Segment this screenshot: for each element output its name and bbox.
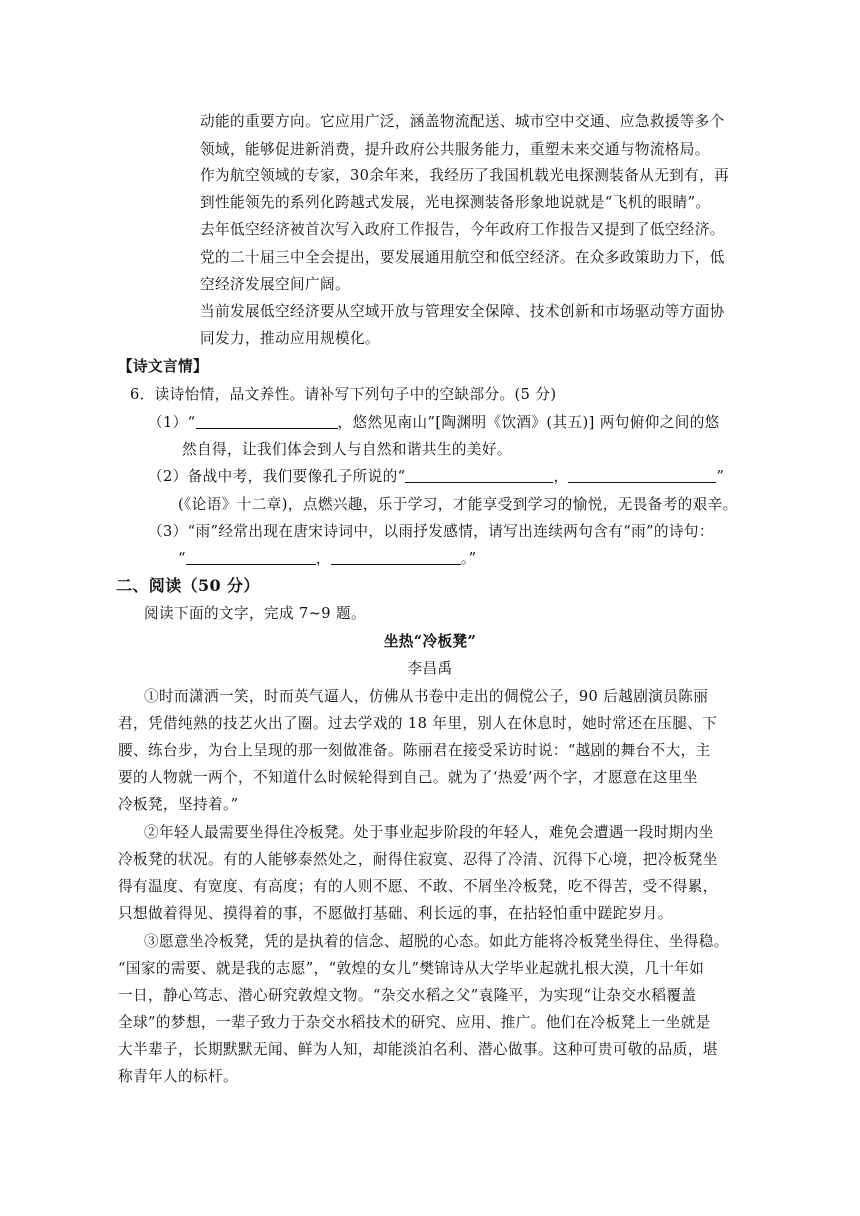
question-6-item-3-blanks [178,549,476,569]
body-line: 领域，能够促进新消费，提升政府公共服务能力，重塑未来交通与物流格局。 [200,141,710,158]
paragraph-line: ①时而潇洒一笑，时而英气逼人，仿佛从书卷中走出的倜傥公子，90 后越剧演员陈丽 [144,688,709,705]
reading-instruction: 阅读下面的文字，完成 7~9 题。 [144,605,367,622]
section-heading: 二、阅读（50 分） [116,576,260,595]
answer-blank[interactable] [405,467,553,483]
paragraph-line: ②年轻人最需要坐得住冷板凳。处于事业起步阶段的年轻人，难免会遭遇一段时期内坐 [144,824,714,841]
body-line: 同发力，推动应用规模化。 [200,330,380,347]
answer-blank[interactable] [568,467,716,483]
paragraph-line: ③愿意坐冷板凳，凭的是执着的信念、超脱的心态。如此方能将冷板凳坐得住、坐得稳。 [144,933,729,950]
item-text: “ [178,550,186,567]
item-prefix: （2）备战中考，我们要像孔子所说的“ [148,468,406,485]
body-line: 作为航空领域的专家，30余年来，我经历了我国机载光电探测装备从无到有，再 [200,167,730,184]
paragraph-line: 一日，静心笃志、潜心研究敦煌文物。“杂交水稻之父”袁隆平，为实现“让杂交水稻覆盖 [118,987,697,1004]
answer-blank[interactable] [331,549,461,565]
article-title: 坐热“冷板凳” [383,633,477,650]
body-line: 到性能领先的系列化跨越式发展，光电探测装备形象地说就是“飞机的眼睛”。 [200,194,711,211]
paragraph-line: 称青年人的标杆。 [118,1068,238,1085]
question-6-item-1-cont: 然自得，让我们体会到人与自然和谐共生的美好。 [182,441,512,458]
item-prefix: （1）“ [148,414,196,431]
paragraph-line: 冷板凳，坚持着。” [118,796,239,813]
body-line: 去年低空经济被首次写入政府工作报告，今年政府工作报告又提到了低空经济。 [200,221,725,238]
body-line: 空经济发展空间广阔。 [200,276,350,293]
question-6: 6．读诗怡情，品文养性。请补写下列句子中的空缺部分。(5 分) [130,386,557,403]
question-6-item-2-cont: (《论语》十二章)，点燃兴趣，乐于学习，才能享受到学习的愉悦，无畏备考的艰辛。 [178,496,738,513]
item-text: ” [716,468,725,485]
question-6-item-1 [148,413,720,433]
paragraph-line: 只想做着得见、摸得着的事，不愿做打基础、利长远的事，在拈轻怕重中蹉跎岁月。 [118,905,673,922]
body-line: 当前发展低空经济要从空域开放与管理安全保障、技术创新和市场驱动等方面协 [200,303,725,320]
answer-blank[interactable] [186,549,316,565]
item-text: ，悠然见南山”[陶渊明《饮酒》(其五)] 两句俯仰之间的悠 [337,414,720,431]
paragraph-line: 得有温度、有宽度、有高度；有的人则不愿、不敢、不屑坐冷板凳，吃不得苦，受不得累， [118,878,718,895]
paragraph-line: 全球”的梦想，一辈子致力于杂交水稻技术的研究、应用、推广。他们在冷板凳上一坐就是 [118,1014,711,1031]
body-line: 党的二十届三中全会提出，要发展通用航空和低空经济。在众多政策助力下，低 [200,249,725,266]
paragraph-line: 大半辈子，长期默默无闻、鲜为人知，却能淡泊名利、潜心做事。这种可贵可敬的品质，堪 [118,1041,718,1058]
item-text: ， [315,550,331,567]
paragraph-line: “国家的需要、就是我的志愿”，“敦煌的女儿”樊锦诗从大学毕业起就扎根大漠，几十年如 [118,960,705,977]
paragraph-line: 要的人物就一两个，不知道什么时候轮得到自己。就为了‘热爱’两个字，才愿意在这里坐 [118,769,698,786]
question-6-item-3: （3）“雨”经常出现在唐宋诗词中，以雨抒发感情，请写出连续两句含有“雨”的诗句： [148,523,714,540]
article-author: 李昌禹 [407,660,453,677]
paragraph-line: 君，凭借纯熟的技艺火出了圈。过去学戏的 18 年里，别人在休息时，她时常还在压腿、下 [118,715,718,732]
paragraph-line: 腰、练台步，为台上呈现的那一刻做准备。陈丽君在接受采访时说：“越剧的舞台不大，主 [118,742,711,759]
answer-blank[interactable] [196,413,338,429]
section-heading: 【诗文言情】 [118,358,208,375]
paragraph-line: 冷板凳的状况。有的人能够泰然处之，耐得住寂寞、忍得了冷清、沉得下心境，把冷板凳坐 [118,851,718,868]
question-6-item-2 [148,467,724,487]
body-line: 动能的重要方向。它应用广泛，涵盖物流配送、城市空中交通、应急救援等多个 [200,113,725,130]
item-text: 。” [460,550,477,567]
item-text: ， [553,468,569,485]
